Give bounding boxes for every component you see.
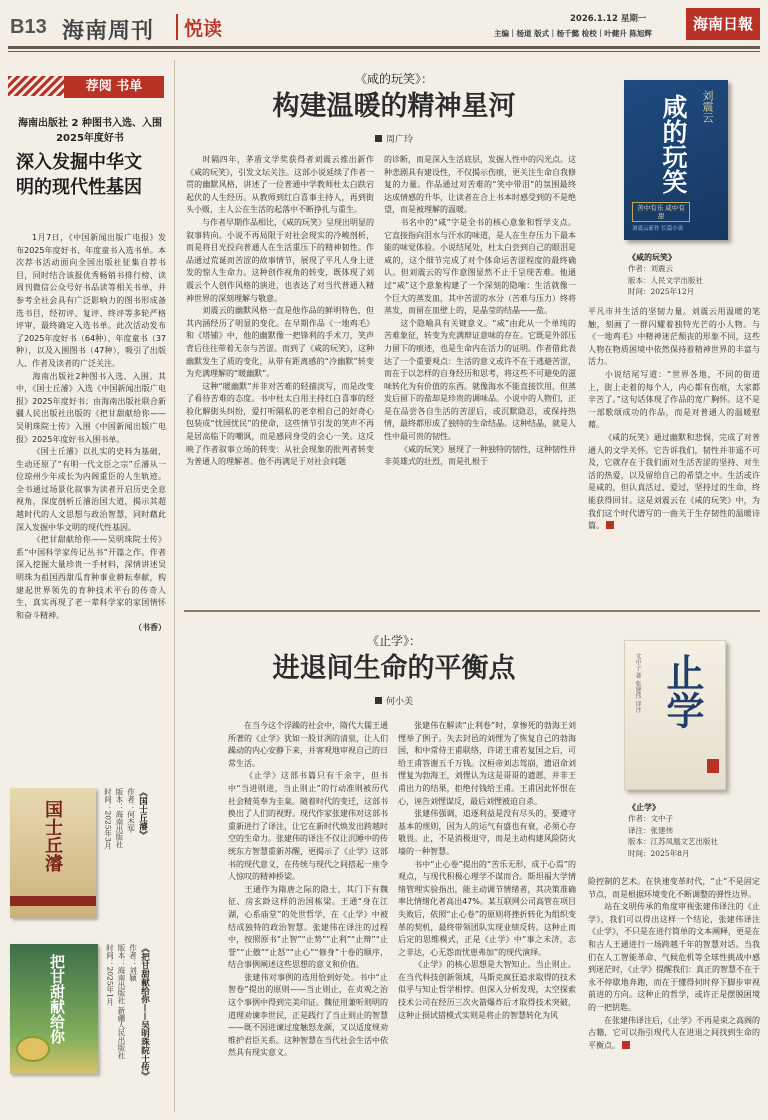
byline-author: 周广玲 [385,135,413,145]
paragraph: 《咸的玩笑》通过幽默和悲悯，完成了对普通人的文学关怀。它告诉我们，韧性并非遥不可及，它就存在于我们面对生活苦涩的坚持、对生活的热爱，以及留给自己的希望之中。生活或许是咸的，但认真活过、爱过，坚持过的生命，终能获得回甘。这是刘震云在《咸的玩笑》中，为我们这个时代谱写的一曲关于生存韧性的温暖诗篇。 [588,432,760,531]
header-rule-thin [8,51,760,52]
book-cover-ganti [10,944,98,1074]
article2-byline [184,694,604,707]
brand-logo: 海南周刊 [62,18,155,44]
article2-col2 [398,720,576,1022]
book-title: 《止学》 [628,802,660,812]
cover-stamp-xian: 苦中有乐 咸中有甜 [632,202,690,222]
article1-col1 [186,154,374,469]
cover-seal-zhixue [707,759,719,773]
book-title: 《国士丘濬》 [137,788,148,839]
sidebar-paragraph: 1月7日，《中国新闻出版广电报》发布2025年度好书、年度童书入选书单。本次荐书活动面向全国出版社征集自荐书目，同时结合该报优秀畅销书排行榜、读周刊微信公众号好书品读等相关书单，并参考全社会具有广泛影响力的图书形成备选书目，经初评、复评、终评等多轮严格评审，最终确定入选书单。此次活动发布了2025年度好书（64种）、年度童书（37种），以及入围图书（47种），吸引了出版人、作者及读者的广泛关注。 [16,233,166,368]
cover-title-zhixue: 止学 [660,653,705,729]
book-info-ganti [104,944,151,1108]
tag-stripes [8,76,68,96]
book-info-guoshi [102,788,149,918]
article1-title: 构建温暖的精神星河 [272,91,516,122]
article-end-mark [606,521,614,529]
book-title: 《把甘甜献给你——吴明珠院士传》 [139,944,150,1080]
paragraph: 《咸的玩笑》展现了一种独特的韧性，这种韧性并非英雄式的壮烈，而是扎根于 [384,444,576,467]
article2-col1 [228,720,388,1060]
paragraph: 王通作为隋唐之际的隐士，其门下有魏征、房玄龄这样的治国栋梁。王通“身在江湖，心系庙堂”的处世哲学，在《止学》中被结成独特的政治智慧。张建伟在译注的过程中，按照原书“止智”“止势”“止利”“止辩”“止誉”“止傲”“止怒”“止心”“修身”十卷的顺序，结合事例阐述这些思想的意义和价值。 [228,884,388,970]
tag-label: 荐阅 书单 [64,76,164,98]
paragraph: 《止学》的核心思想是大智知止。当止则止。在当代科技创新领域，马斯克疯狂追求取得的技术似乎与知止哲学相悖。但深入分析发现，太空探索技术公司在经历三次火箭爆炸后才取得技术突破，这种止损试错模式实则是将止的智慧转化为风 [398,960,576,1020]
paragraph: 张建伟对事例的选用恰到好处。书中“止智卷”提出的原则——当止则止，在贞观之治这个事例中得到完美印证。魏征用兼听则明的道理劝谏李世民，正是践行了当止则止的智慧——既不因进谏过度触怒龙颜，又以适度规劝维护君臣关系。这种智慧在当代社会生活中依然具有现实意义。 [228,972,388,1058]
byline-author: 何小美 [385,697,413,707]
paragraph: 这种“暖幽默”并非对苦难的轻描淡写，而是改变了看待苦难的态度。书中杜太白用主持红白喜事的经验化解街头纠纷，爱打听隔私的老幸相自己的好奇心包装成“忧国忧民”的使命，这些情节引发的笑声不再是居高临下的嘲讽，而是感同身受的会心一笑。这反映了作者叙事立场的转变：从社会现象的批判者转变为普通人的理解者。他不再满足于对社会问题 [186,381,374,467]
article1-col2 [384,154,576,469]
paragraph: 这个隐喻具有关键意义。“咸”由此从一个单纯的苦难象征，转变为充满辩证意味的存在。它既是外部压力留下的痕迹，也是生命内在活力的证明。作者借此表达了一个重要观点：生活的意义或许不在于逃避苦涩，而在于以怎样的自身经历和思考，将这些不可避免的滋味转化为有价值的东西。就像海水不能直接饮用，但蒸发后留下的盐却是珍贵的调味品。小说中的人物们，正是在品尝各自生活的苦涩后，或沉默隐忍，或保持热情，最终都形成了独特的生命结晶。这种结晶，就是人性中最可贵的韧性。 [384,318,576,442]
book-title: 《咸的玩笑》 [628,252,676,262]
page-number: B13 [10,16,47,38]
article2-title: 进退间生命的平衡点 [272,653,516,684]
paragraph: 在张建伟译注后，《止学》不再是束之高阁的古籍，它可以指引现代人在进退之间找到生命的平衡点。 [588,1015,760,1050]
brand-divider [176,14,178,40]
sidebar-headline: 深入发掘中华文明的现代性基因 [16,152,142,198]
book-author: 作者：何杰华 [126,788,136,833]
article2-col3 [588,876,760,1052]
paper-logo-text: 海南日報 [692,15,753,33]
sidebar-column-tag [8,72,168,108]
paragraph: 的诊断，而是深入生活底层，发掘人性中的闪光点。这种悲剧具有建设性，不仅揭示伤痕，更关注生命自我修复的力量。作品通过对苦难的“笑中带泪”的氛围最终达成情感的升华，让读者在合上书本时感受到的不是绝望，而是被理解的温暖。 [384,155,576,215]
book-publisher: 版本：海南出版社 [115,788,124,848]
paragraph: 站在文明传承的角度审视张建伟译注的《止学》，我们可以得出这样一个结论，张建伟译注《止学》，不只是在进行简单的文本阐释，更是在和古人王通进行一场跨越千年的智慧对话。当我们在人工智能革命、气候危机等全球性挑战中感到迷茫时，《止学》提醒我们：真正的智慧不在于永不停歇地奔跑，而在于懂得何时停下脚步审视前进的方向。这种止的哲学，或许正是摆脱困境的一把钥匙。 [588,902,760,1012]
sidebar-paragraph: 《国士丘濬》以扎实的史料为基础，生动还原了“有明一代文臣之宗”丘濬从一位琼州少年成长为内阁重臣的人生轨迹。全书通过场景化叙事为读者开启历史全息视角，深度剖析丘濬治国大道，揭示其超越时代的人文思想与政治智慧，同时藉此深入发掘中华文明的现代性基因。 [16,447,166,532]
cover-sub-xian: 刘震云新作 长篇小说 [632,226,684,232]
article-divider [184,610,760,612]
book-publisher: 版本：海南出版社 新疆人民出版社 [117,944,126,1059]
book-author: 作者：刘震云 [628,264,673,273]
cover-author-xian: 刘震云 [701,90,714,123]
article-end-mark [622,1041,630,1049]
paragraph: 与作者早期作品相比，《咸的玩笑》呈现出明显的叙事转向。小说不再局限于对社会现实的冷峻剖析，而是将目光投向普通人在生活重压下的精神韧性。作品通过荒诞而苦涩的故事情节，展现了平凡人身上迸发的惊人生命力。这种创作视角的转变，既体现了刘震云个人创作风格的演进，也表达了对当代普通人精神世界的深刻理解与敬意。 [186,217,374,303]
section-name: 悦读 [184,18,223,40]
book-cover-zhixue [624,640,726,790]
sidebar-kicker: 海南出版社 2 种图书入选、入围2025年度好书 [18,118,162,144]
book-date: 时间：2025年8月 [628,848,690,858]
paragraph: 平凡市井生活的坚韧力量。刘震云用温暖的笔触，刻画了一群闪耀着独特光芒的小人物。与《一地鸡毛》中精神迷茫颓丧的形象不同，这些人物在物质困境中依然保持着精神世界的丰富与活力。 [588,307,760,367]
book-publisher: 版本：人民文学出版社 [628,275,703,285]
paragraph: 刘震云的幽默风格一直是他作品的鲜明特色，但其内涵经历了明显的变化。在早期作品《一地鸡毛》和《塔铺》中，他的幽默像一把锋利的手术刀，笑声背后往往带着无奈与苦涩。而到了《咸的玩笑》，这种幽默发生了质的变化，从带有距离感的“冷幽默”转变为充满理解的“暖幽默”。 [186,306,374,379]
paragraph: 张建伟强调，追逐利益是没有尽头的，要遵守基本的规则，因为人的运气有盛也有衰，必须心存敬畏。止，不是消极退守，而是主动构建风险防火墙的一种智慧。 [398,809,576,856]
paragraph: 小说结尾写道：“世界各地，不同的街道上，街上走着的每个人，内心都有伤痕，大家都辛苦了。”这句话体现了作品的宽广胸怀。这不是一部歌颂成功的作品，而是对普通人的温暖慰藉。 [588,369,760,430]
staff-line: 主编｜杨道 版式｜杨千懿 检校｜叶健升 陈旭辉 [494,29,652,38]
cover-band [10,896,96,906]
book-date: 时间：2025年1月 [105,944,115,1006]
paragraph: 书名中的“咸”字是全书的核心意象和哲学支点。它直接指向泪水与汗水的味道，是人在生存压力下最本能的味觉体验。小说结尾处，杜太白尝到自己的眼泪是咸的，这个细节完成了对个体命运苦涩程度的最终确认。但刘震云的写作意图显然不止于呈现苦难。他通过“咸”这个意象构建了一个深刻的隐喻：生活就像一个巨大的蒸发皿，其中苦涩的水分（苦难与压力）终将蒸发，而留在皿壁上的，是晶莹的结晶——盐。 [384,217,576,316]
article1-byline [184,132,604,145]
book-author: 作者：刘颖 [128,944,138,982]
cover-title-ganti: 把甘甜献给你 [48,954,66,1044]
book-publisher: 版本：江苏凤凰文艺出版社 [628,837,718,846]
sidebar-divider [174,60,175,1112]
cover-title-xian: 咸的玩笑 [659,94,688,194]
issue-date: 2026.1.12 星期一 [570,14,647,24]
byline-marker [375,697,382,704]
article1-subtitle: 《咸的玩笑》： [354,72,433,86]
sidebar-paragraph: 《把甘甜献给你——吴明珠院士传》系“中国科学家传记丛书”开篇之作。作者深入挖掘大量珍贵一手材料，深情讲述吴明珠为祖国西甜瓜育种事业耕耘奉献，构建起世界领先的育种技术平台的传奇人生，真实再现了老一辈科学家的家国情怀和奋斗精神。 [16,535,166,620]
byline-marker [375,135,382,142]
article2-subtitle: 《止学》： [366,634,421,648]
cover-side-zhixue: 文中子 著 张建伟 译注 [634,653,641,713]
paragraph: 《止学》这部书篇只有千余字，但书中“当进则进，当止则止”的行动准则被历代社会精英奉为圭臬。随着时代的变迁，这部书换出了人们的视野。现代作家张建伟对这部书重新进行了译注，让它在新时代焕发出跨越时空的生命力。张建伟的译注不仅让沉睡中的传统东方智慧重新苏醒，更揭示了《止学》这部书的现代意义，在传统与现代之间搭起一座令人惊叹的精神桥梁。 [228,771,388,882]
sidebar-paragraph: 海南出版社2种图书入选、入围。其中，《国士丘濬》入选《中国新闻出版广电报》2025年度好书；由海南出版社联合新疆人民出版社出版的《把甘甜献给你——吴明珠院士传》入围《中国新闻出版广电报》2025年度好书入围书单。 [16,371,166,444]
paper-logo [686,8,760,40]
book-date: 时间：2025年12月 [628,287,695,296]
book-translator: 译注：张建伟 [628,825,673,835]
paragraph: 在当今这个浮躁的社会中，隋代大儒王通所著的《止学》犹如一股甘冽的清泉，让人们躁动的内心安静下来，并客观地审视自己的日常生活。 [228,721,388,768]
paragraph: 时隔四年，茅盾文学奖获得者刘震云推出新作《咸的玩笑》，引发文坛关注。这部小说延续了作者一贯的幽默风格，讲述了一位普通中学教师杜太白跌宕起伏的人生经历。从教师到红白喜事主持人，再到街头小贩，主人公在生活的起落中不断挣扎与重生。 [186,155,374,215]
header-rule [8,46,760,49]
cover-title-guoshi: 国士丘濬 [42,800,63,872]
page-header [0,0,768,52]
book-info-xian [628,252,758,298]
book-cover-xian [624,80,728,240]
paragraph: 书中“止心卷”提出的“苦乐无形，成于心焉”的观点，与现代积极心理学不谋而合。斯坦福大学情绪管理实验指出，能主动调节情绪者，其决策准确率比情绪化者高出47%。某互联网公司高管在项目失败后，依照“止心卷”的原则将挫折转化为组织变革的契机，最终带领团队实现业绩反转。这种止而后定的思维模式，正是《止学》中“事之未济，志之非达，心无怨而忧患弗加”的现代演绎。 [398,859,576,957]
book-info-zhixue [628,802,758,859]
sidebar-credit: （书香） [134,623,166,633]
book-cover-guoshi [10,788,96,918]
article1-col3 [588,306,760,533]
book-date: 时间：2025年3月 [103,788,113,850]
paragraph: 险控制的艺术。在快速变革时代，“止”不是固定节点，而是根据环境变化不断调整的弹性边界。 [588,877,760,899]
sidebar-body [16,232,166,635]
paragraph: 张建伟在解读“止利卷”时，拿惨死的勃海王刘悝举了例子。失去封邑的刘悝为了恢复自己的勃海国，和中常侍王甫联络，许诺王甫若复国之后，可给王甫答谢五千万钱。汉桓帝刘志驾崩，遗诏命刘悝复为勃海王，刘悝认为这是哥哥的遗愿，并非王甫出力的结果，拒绝付钱给王甫。王甫因此怀恨在心，诬告刘悝谋反，最后刘悝被迫自杀。 [398,721,576,806]
book-author: 作者：文中子 [628,814,673,823]
cover-melon [16,1036,50,1062]
